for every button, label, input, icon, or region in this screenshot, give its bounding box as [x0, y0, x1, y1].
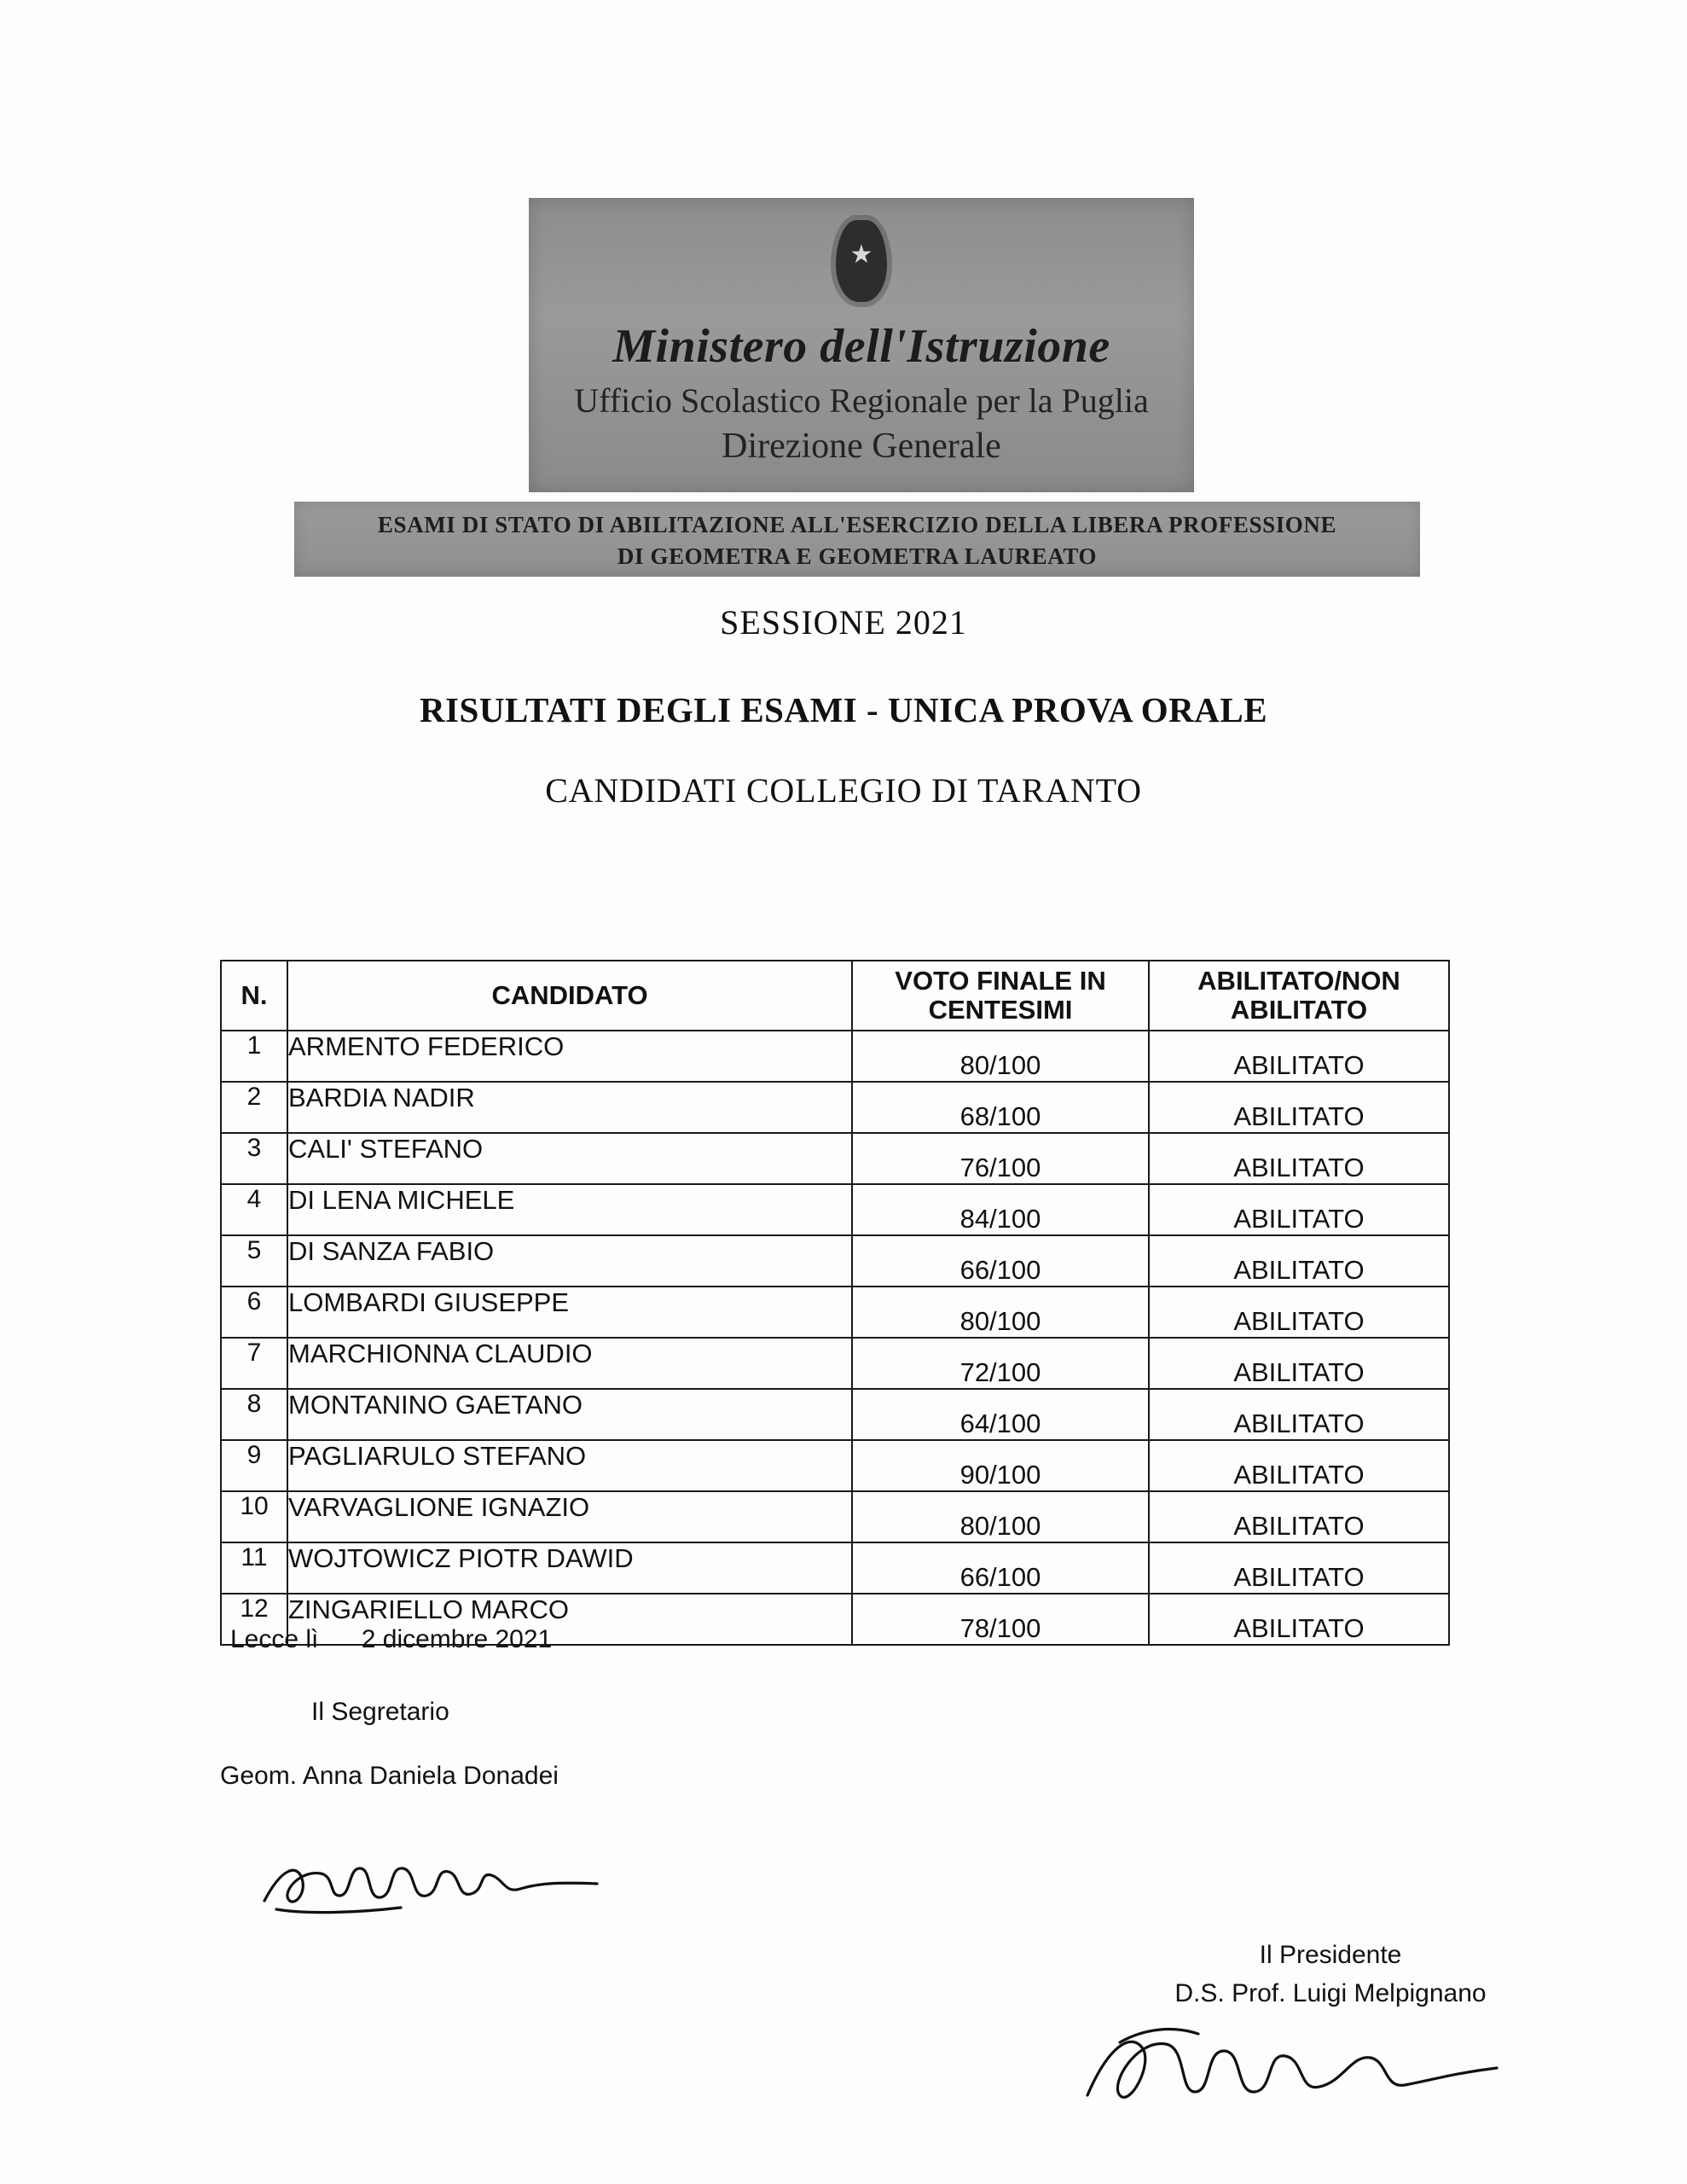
- cell-status: ABILITATO: [1149, 1338, 1449, 1389]
- cell-vote: 76/100: [852, 1133, 1149, 1184]
- place-and-date: [230, 1625, 552, 1654]
- cell-number: 5: [221, 1235, 287, 1287]
- table-row: [221, 1491, 1449, 1542]
- cell-status: ABILITATO: [1149, 1133, 1449, 1184]
- table-row: [221, 1133, 1449, 1184]
- table-row: [221, 1440, 1449, 1491]
- cell-candidate: DI SANZA FABIO: [287, 1235, 852, 1287]
- exam-banner-line-2: DI GEOMETRA E GEOMETRA LAUREATO: [617, 543, 1098, 569]
- cell-vote: 90/100: [852, 1440, 1149, 1491]
- cell-candidate: MONTANINO GAETANO: [287, 1389, 852, 1440]
- cell-status: ABILITATO: [1149, 1184, 1449, 1235]
- ministry-header-block: [529, 198, 1194, 492]
- cell-vote: 80/100: [852, 1491, 1149, 1542]
- cell-number: 8: [221, 1389, 287, 1440]
- cell-candidate: WOJTOWICZ PIOTR DAWID: [287, 1542, 852, 1594]
- cell-candidate: LOMBARDI GIUSEPPE: [287, 1287, 852, 1338]
- president-name: D.S. Prof. Luigi Melpignano: [1174, 1979, 1487, 2007]
- cell-number: 3: [221, 1133, 287, 1184]
- cell-candidate: ZINGARIELLO MARCO: [287, 1594, 852, 1645]
- handwritten-signature-icon: [1070, 2013, 1514, 2133]
- cell-status: ABILITATO: [1149, 1235, 1449, 1287]
- cell-candidate: VARVAGLIONE IGNAZIO: [287, 1491, 852, 1542]
- column-header-candidate: CANDIDATO: [287, 961, 852, 1031]
- cell-number: 10: [221, 1491, 287, 1542]
- cell-candidate: ARMENTO FEDERICO: [287, 1031, 852, 1082]
- column-header-vote-line-2: CENTESIMI: [928, 995, 1073, 1025]
- cell-candidate: MARCHIONNA CLAUDIO: [287, 1338, 852, 1389]
- column-header-vote: [852, 961, 1149, 1031]
- results-table-wrapper: [220, 960, 1448, 1646]
- cell-status: ABILITATO: [1149, 1082, 1449, 1133]
- cell-candidate: CALI' STEFANO: [287, 1133, 852, 1184]
- table-row: [221, 1389, 1449, 1440]
- ministry-title: Ministero dell'Istruzione: [612, 320, 1110, 373]
- cell-candidate: BARDIA NADIR: [287, 1082, 852, 1133]
- collegio-line: CANDIDATI COLLEGIO DI TARANTO: [545, 771, 1142, 810]
- table-row: [221, 1184, 1449, 1235]
- cell-status: ABILITATO: [1149, 1594, 1449, 1645]
- cell-number: 1: [221, 1031, 287, 1082]
- cell-status: ABILITATO: [1149, 1491, 1449, 1542]
- cell-vote: 66/100: [852, 1542, 1149, 1594]
- cell-vote: 64/100: [852, 1389, 1149, 1440]
- cell-number: 9: [221, 1440, 287, 1491]
- cell-number: 11: [221, 1542, 287, 1594]
- cell-number: 2: [221, 1082, 287, 1133]
- column-header-status: [1149, 961, 1449, 1031]
- cell-status: ABILITATO: [1149, 1389, 1449, 1440]
- cell-vote: 66/100: [852, 1235, 1149, 1287]
- results-table: [220, 960, 1450, 1646]
- table-row: [221, 1235, 1449, 1287]
- column-header-number: N.: [221, 961, 287, 1031]
- cell-vote: 68/100: [852, 1082, 1149, 1133]
- secretary-name: Geom. Anna Daniela Donadei: [220, 1762, 559, 1790]
- handwritten-signature-icon: [256, 1834, 614, 1928]
- cell-vote: 80/100: [852, 1031, 1149, 1082]
- president-label: Il Presidente: [1259, 1941, 1402, 1969]
- cell-vote: 78/100: [852, 1594, 1149, 1645]
- cell-number: 7: [221, 1338, 287, 1389]
- cell-status: ABILITATO: [1149, 1542, 1449, 1594]
- table-row: [221, 1287, 1449, 1338]
- italian-republic-emblem-icon: ★: [825, 220, 898, 314]
- table-row: [221, 1031, 1449, 1082]
- table-row: [221, 1082, 1449, 1133]
- cell-status: ABILITATO: [1149, 1287, 1449, 1338]
- cell-vote: 80/100: [852, 1287, 1149, 1338]
- session-line: SESSIONE 2021: [720, 603, 967, 642]
- regional-office-line: Ufficio Scolastico Regionale per la Puglia: [574, 381, 1149, 420]
- column-header-vote-line-1: VOTO FINALE IN: [895, 965, 1106, 996]
- results-title: RISULTATI DEGLI ESAMI - UNICA PROVA ORALE: [419, 690, 1268, 729]
- column-header-status-line-1: ABILITATO/NON: [1197, 965, 1400, 996]
- table-row: [221, 1542, 1449, 1594]
- exam-banner-line-1: ESAMI DI STATO DI ABILITAZIONE ALL'ESERCIZIO DELLA LIBERA PROFESSIONE: [377, 512, 1337, 537]
- direction-line: Direzione Generale: [722, 427, 1001, 466]
- table-header-row: [221, 961, 1449, 1031]
- cell-number: 6: [221, 1287, 287, 1338]
- cell-candidate: PAGLIARULO STEFANO: [287, 1440, 852, 1491]
- table-row: [221, 1338, 1449, 1389]
- cell-candidate: DI LENA MICHELE: [287, 1184, 852, 1235]
- cell-status: ABILITATO: [1149, 1031, 1449, 1082]
- cell-status: ABILITATO: [1149, 1440, 1449, 1491]
- place-label: Lecce lì: [230, 1625, 319, 1653]
- cell-number: 4: [221, 1184, 287, 1235]
- cell-vote: 72/100: [852, 1338, 1149, 1389]
- secretary-label: Il Segretario: [311, 1698, 449, 1726]
- cell-number: 12: [221, 1594, 287, 1645]
- document-date: 2 dicembre 2021: [361, 1625, 553, 1653]
- cell-vote: 84/100: [852, 1184, 1149, 1235]
- exam-banner: [294, 502, 1420, 577]
- column-header-status-line-2: ABILITATO: [1230, 995, 1368, 1025]
